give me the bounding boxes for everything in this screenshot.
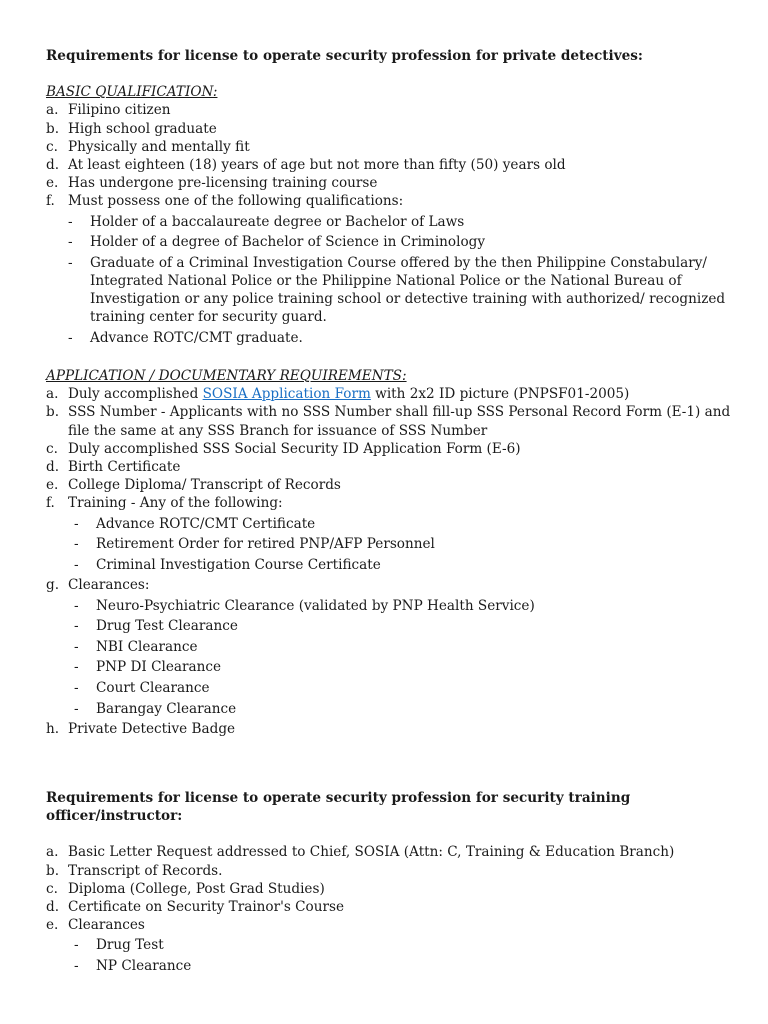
sublist-item [68,658,738,676]
sublist-item [68,638,738,656]
list-marker: c. [46,440,58,457]
dash-icon: - [74,638,79,655]
list-item-text: High school graduate [68,120,217,137]
list-marker: e. [46,175,59,192]
list-item-text: Basic Letter Request addressed to Chief, SOSIA (Attn: C, Training & Education Branch) [68,844,675,861]
list-item-text: College Diploma/ Transcript of Records [68,477,341,494]
dash-icon: - [74,700,79,717]
sublist-item [68,700,738,718]
list-item [46,192,738,347]
list-item [46,403,738,439]
list-item-text: Filipino citizen [68,102,171,119]
sublist-item-text: Retirement Order for retired PNP/AFP Personnel [96,536,435,553]
training-sublist [68,515,738,574]
list-item [46,120,738,138]
dash-icon: - [74,536,79,553]
dash-icon: - [68,213,73,230]
list-marker: d. [46,157,60,174]
list-marker: h. [46,721,60,738]
sublist-item [68,329,738,347]
sublist-item [68,515,738,533]
list-item-text: At least eighteen (18) years of age but not more than fifty (50) years old [68,157,566,174]
sublist-item-text: Court Clearance [96,679,210,696]
application-requirements-list [46,385,738,738]
sublist-item [68,556,738,574]
dash-icon: - [74,937,79,954]
list-marker: c. [46,880,58,897]
list-item-text: Transcript of Records. [68,862,223,879]
list-item [46,576,738,717]
list-marker: c. [46,138,58,155]
dash-icon: - [74,958,79,975]
dash-icon: - [68,234,73,251]
list-item-text: Diploma (College, Post Grad Studies) [68,880,325,897]
sublist-item-text: Drug Test [96,937,164,954]
basic-qualification-list [46,101,738,347]
list-marker: e. [46,917,59,934]
list-marker: b. [46,862,60,879]
list-item [46,440,738,458]
list-marker: a. [46,102,59,119]
list-item [46,862,738,880]
list-marker: b. [46,404,60,421]
dash-icon: - [68,330,73,347]
list-item-text: Duly accomplished [68,386,203,403]
section-private-detectives [46,47,738,350]
list-item [46,174,738,192]
list-item [46,138,738,156]
sublist-item-text: Holder of a degree of Bachelor of Science in Criminology [90,234,486,251]
list-item-text: Clearances [68,917,145,934]
list-item-text: Birth Certificate [68,459,181,476]
list-item-text: SSS Number - Applicants with no SSS Number shall fill-up SSS Personal Record Form (E-1) and file the same at any SSS Branch for issuance of SSS Number [68,404,731,439]
sublist-item [68,936,738,954]
clearances-sublist [68,597,738,718]
training-officer-list [46,843,738,975]
application-requirements-section [46,367,738,738]
sosia-application-form-link[interactable]: SOSIA Application Form [202,386,371,403]
section2-heading: Requirements for license to operate security profession for security training officer/instructor: [46,790,631,825]
sublist-item-text: Holder of a baccalaureate degree or Bachelor of Laws [90,213,465,230]
list-item [46,720,738,738]
list-item [46,843,738,861]
dash-icon: - [74,679,79,696]
list-item-text: Clearances: [68,577,150,594]
list-item-text: Duly accomplished SSS Social Security ID Application Form (E-6) [68,440,521,457]
sublist-item-text: Barangay Clearance [96,700,237,717]
dash-icon: - [74,597,79,614]
sublist-item-text: NBI Clearance [96,638,198,655]
list-marker: e. [46,477,59,494]
list-item [46,101,738,119]
list-marker: d. [46,899,60,916]
list-item [46,494,738,574]
list-item [46,476,738,494]
sublist-item [68,957,738,975]
qualifications-sublist [68,213,738,348]
sublist-item [68,254,738,327]
section2-clearances-sublist [68,936,738,975]
basic-qualification-label: BASIC QUALIFICATION: [46,84,218,101]
section1-heading: Requirements for license to operate security profession for private detectives: [46,48,643,64]
sublist-item-text: NP Clearance [96,958,192,975]
application-requirements-label: APPLICATION / DOCUMENTARY REQUIREMENTS: [46,368,407,384]
sublist-item-text: Drug Test Clearance [96,618,238,635]
dash-icon: - [74,618,79,635]
list-marker: b. [46,120,60,137]
dash-icon: - [74,659,79,676]
sublist-item-text: Neuro-Psychiatric Clearance (validated by PNP Health Service) [96,597,535,614]
list-item [46,880,738,898]
sublist-item-text: Graduate of a Criminal Investigation Course offered by the then Philippine Constabulary/ Integrated National Police or the Philippine National Police or the National Bureau of Investigation or any police training school or detective training with authorized/ recognized training center for security guard. [90,254,726,326]
list-item [46,385,738,403]
list-item-text: Training - Any of the following: [68,495,283,512]
list-marker: g. [46,577,60,594]
list-item [46,458,738,476]
list-item-text: Physically and mentally fit [68,138,250,155]
list-marker: d. [46,459,60,476]
sublist-item [68,679,738,697]
list-item-text: Has undergone pre-licensing training course [68,175,378,192]
sublist-item-text: Advance ROTC/CMT Certificate [96,515,316,532]
list-marker: f. [46,193,55,210]
sublist-item [68,617,738,635]
list-item [46,916,738,975]
list-item-text: Must possess one of the following qualifications: [68,193,404,210]
list-marker: a. [46,844,59,861]
sublist-item [68,535,738,553]
sublist-item-text: Advance ROTC/CMT graduate. [90,330,303,347]
section-training-officer [46,789,738,978]
dash-icon: - [74,556,79,573]
dash-icon: - [74,515,79,532]
dash-icon: - [68,254,73,271]
sublist-item-text: Criminal Investigation Course Certificate [96,556,381,573]
sublist-item-text: PNP DI Clearance [96,659,222,676]
list-marker: f. [46,495,55,512]
sublist-item [68,213,738,231]
sublist-item [68,233,738,251]
list-item-text: Certificate on Security Trainor's Course [68,899,345,916]
sublist-item [68,597,738,615]
list-item [46,156,738,174]
list-item-text: Private Detective Badge [68,721,236,738]
list-item-text: with 2x2 ID picture (PNPSF01-2005) [370,386,630,403]
list-item [46,898,738,916]
list-marker: a. [46,386,59,403]
